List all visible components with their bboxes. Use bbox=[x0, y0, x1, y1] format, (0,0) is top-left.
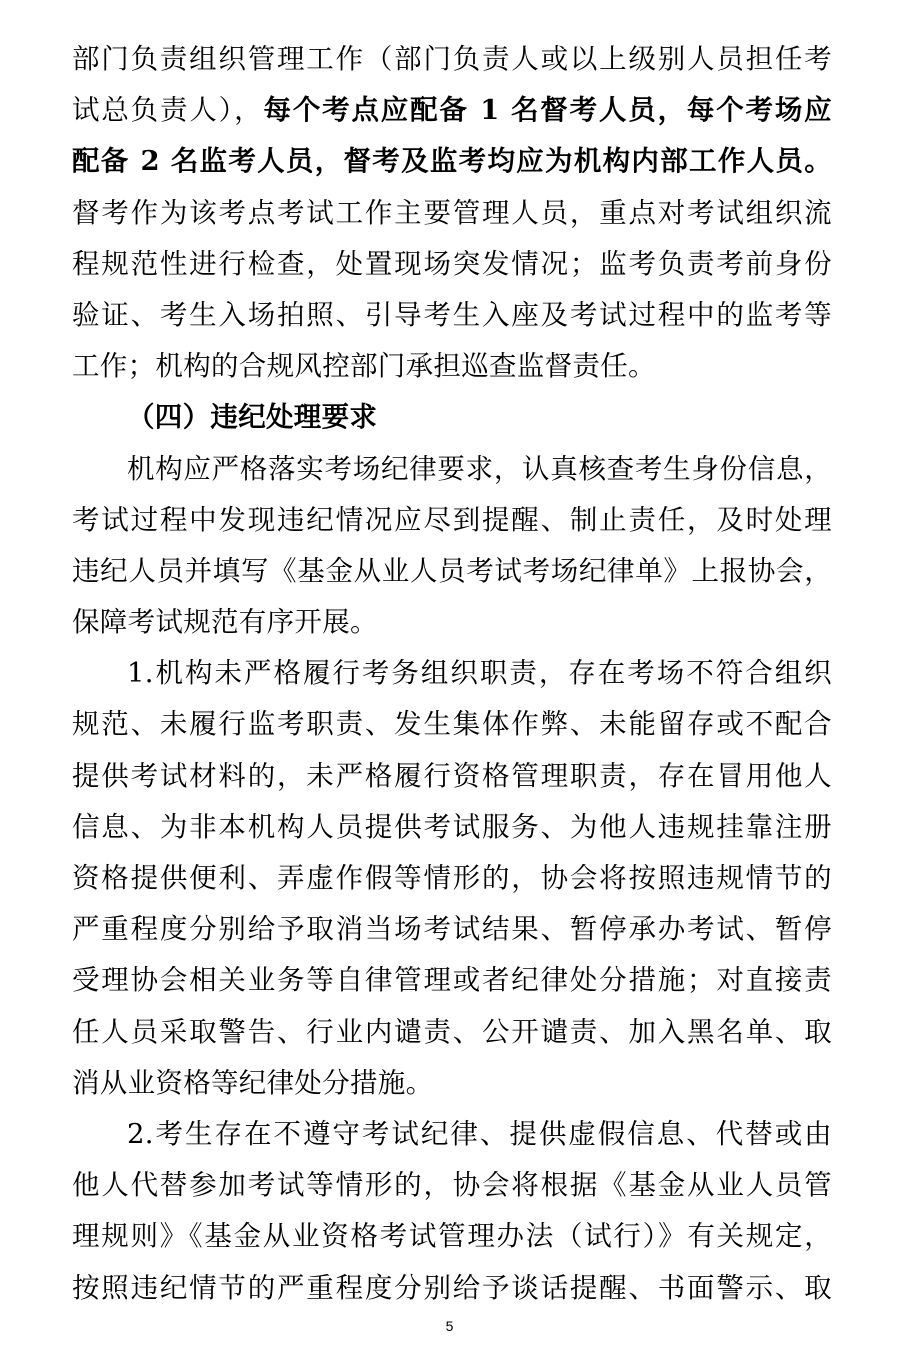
text-segment: 规范、未履行监考职责、发生集体作弊、未能留存或不配合 bbox=[72, 708, 832, 741]
text-segment: 理规则》《基金从业资格考试管理办法（试行）》有关规定， bbox=[72, 1220, 832, 1253]
text-line bbox=[72, 444, 832, 495]
text-line bbox=[72, 1007, 832, 1058]
text-line bbox=[72, 188, 832, 239]
text-line bbox=[72, 853, 832, 904]
text-line bbox=[72, 1160, 832, 1211]
text-line bbox=[72, 1211, 832, 1262]
text-line bbox=[72, 136, 832, 187]
page-number: 5 bbox=[445, 1318, 454, 1334]
text-line bbox=[72, 1263, 832, 1314]
text-segment: 提供考试材料的，未严格履行资格管理职责，存在冒用他人 bbox=[72, 759, 832, 792]
text-line bbox=[72, 341, 832, 392]
text-segment: 考试过程中发现违纪情况应尽到提醒、制止责任，及时处理 bbox=[72, 503, 832, 536]
text-segment: 消从业资格等纪律处分措施。 bbox=[72, 1066, 434, 1099]
text-segment: 受理协会相关业务等自律管理或者纪律处分措施；对直接责 bbox=[72, 964, 832, 997]
text-segment: 他人代替参加考试等情形的，协会将根据《基金从业人员管 bbox=[72, 1169, 832, 1202]
text-line bbox=[72, 597, 832, 648]
text-segment: 1.机构未严格履行考务组织职责，存在考场不符合组织 bbox=[127, 657, 832, 690]
text-line bbox=[72, 34, 832, 85]
text-line bbox=[72, 239, 832, 290]
text-line bbox=[72, 802, 832, 853]
text-line bbox=[72, 495, 832, 546]
text-segment: 资格提供便利、弄虚作假等情形的，协会将按照违规情节的 bbox=[72, 862, 832, 894]
text-segment: 保障考试规范有序开展。 bbox=[72, 606, 378, 639]
text-line bbox=[72, 1058, 832, 1109]
bold-text-segment: 每个考点应配备 1 名督考人员，每个考场应 bbox=[263, 94, 832, 127]
document-body bbox=[72, 34, 832, 1314]
bold-text-segment: 配备 2 名监考人员，督考及监考均应为机构内部工作人员。 bbox=[72, 145, 832, 178]
bold-text-segment: （四）违纪处理要求 bbox=[127, 401, 378, 434]
text-segment: 验证、考生入场拍照、引导考生入座及考试过程中的监考等 bbox=[72, 298, 832, 331]
text-line bbox=[72, 955, 832, 1006]
text-segment: 违纪人员并填写《基金从业人员考试考场纪律单》上报协会， bbox=[72, 554, 832, 587]
section-heading bbox=[72, 392, 832, 443]
text-segment: 按照违纪情节的严重程度分别给予谈话提醒、书面警示、取 bbox=[72, 1271, 832, 1304]
text-segment: 督考作为该考点考试工作主要管理人员，重点对考试组织流 bbox=[72, 196, 832, 229]
text-line bbox=[72, 546, 832, 597]
text-segment: 试总负责人）， bbox=[72, 94, 264, 127]
text-segment: 程规范性进行检查，处置现场突发情况；监考负责考前身份 bbox=[72, 247, 832, 280]
text-line bbox=[72, 904, 832, 955]
text-line bbox=[72, 1109, 832, 1160]
text-segment: 信息、为非本机构人员提供考试服务、为他人违规挂靠注册 bbox=[72, 810, 832, 843]
text-segment: 任人员采取警告、行业内谴责、公开谴责、加入黑名单、取 bbox=[72, 1015, 832, 1048]
text-line bbox=[72, 648, 832, 699]
text-segment: 部门负责组织管理工作（部门负责人或以上级别人员担任考 bbox=[72, 43, 832, 75]
text-line bbox=[72, 699, 832, 750]
text-segment: 严重程度分别给予取消当场考试结果、暂停承办考试、暂停 bbox=[72, 913, 832, 946]
text-line bbox=[72, 290, 832, 341]
text-segment: 工作；机构的合规风控部门承担巡查监督责任。 bbox=[72, 350, 656, 383]
text-segment: 机构应严格落实考场纪律要求，认真核查考生身份信息， bbox=[127, 452, 832, 485]
text-line bbox=[72, 751, 832, 802]
text-segment: 2.考生存在不遵守考试纪律、提供虚假信息、代替或由 bbox=[127, 1117, 832, 1150]
text-line bbox=[72, 85, 832, 136]
